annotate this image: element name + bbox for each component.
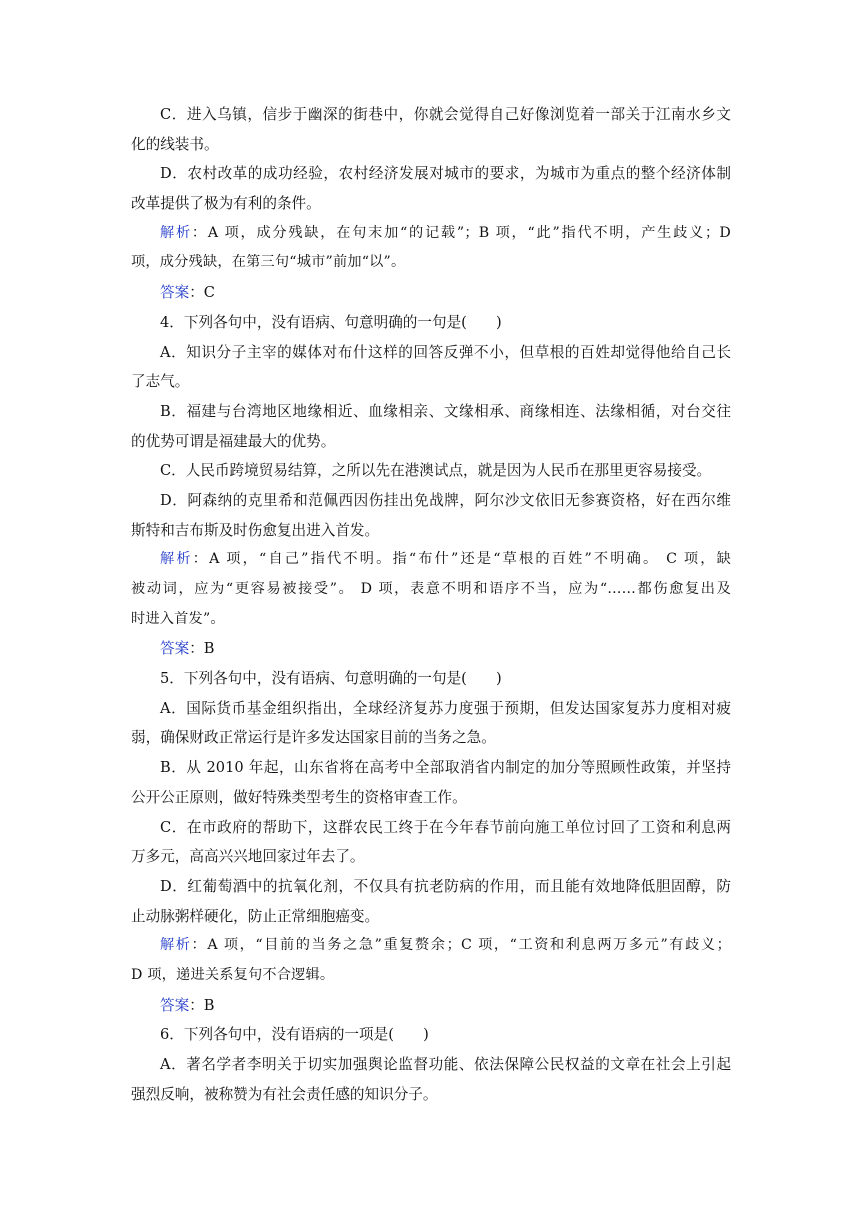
analysis-line (131, 545, 731, 575)
line-text: 公开公正原则，做好特殊类型考生的资格审查工作。 (131, 788, 467, 806)
line-text: 斯特和吉布斯及时伤愈复出进入首发。 (131, 521, 380, 539)
line-text: ：A 项，“目前的当务之急”重复赘余；C 项，“工资和利息两万多元”有歧义； (191, 937, 731, 954)
text-line (131, 605, 731, 635)
text-line (131, 813, 731, 843)
line-text: C．人民币跨境贸易结算，之所以先在港澳试点，就是因为人民币在那里更容易接受。 (160, 462, 712, 480)
text-line (131, 1080, 731, 1110)
analysis-line (131, 931, 731, 961)
line-text: C．在市政府的帮助下，这群农民工终于在今年春节前向施工单位讨回了工资和利息两 (160, 818, 731, 836)
line-text: A．知识分子主宰的媒体对布什这样的回答反弹不小，但草根的百姓却觉得他给自己长 (160, 343, 731, 361)
answer-label: 答案 (160, 996, 190, 1014)
line-text: 化的线装书。 (131, 135, 219, 153)
line-text: 被动词，应为“更容易被接受”。 D 项，表意不明和语序不当，应为“……都伤愈复出及 (131, 581, 731, 597)
text-line (131, 872, 731, 902)
text-line (131, 783, 731, 813)
line-text: 项，成分残缺，在第三句“城市”前加“以”。 (131, 254, 406, 271)
text-line (131, 427, 731, 457)
analysis-label: 解析 (160, 224, 192, 241)
document-body (131, 100, 731, 1109)
answer-line (131, 991, 731, 1021)
line-text: ：B (189, 996, 215, 1014)
text-line (131, 1050, 731, 1080)
line-text: ：A 项，“自己”指代不明。指“布什”还是“草根的百姓”不明确。 C 项，缺 (192, 551, 731, 568)
line-text: 6．下列各句中，没有语病的一项是( ) (160, 1026, 429, 1044)
text-line (131, 486, 731, 516)
text-line (131, 248, 731, 278)
text-line (131, 100, 731, 130)
line-text: C．进入乌镇，信步于幽深的街巷中，你就会觉得自己好像浏览着一部关于江南水乡文 (160, 106, 731, 123)
line-text: 时进入首发”。 (131, 610, 225, 627)
line-text: D 项，递进关系复句不合逻辑。 (131, 966, 335, 983)
line-text: 强烈反响，被称赞为有社会责任感的知识分子。 (131, 1085, 438, 1103)
text-line (131, 367, 731, 397)
line-text: 止动脉粥样硬化，防止正常细胞癌变。 (131, 907, 380, 925)
line-text: 了志气。 (131, 373, 190, 391)
line-text: 万多元，高高兴兴地回家过年去了。 (131, 848, 365, 866)
answer-label: 答案 (160, 640, 190, 658)
text-line (131, 189, 731, 219)
text-line (131, 159, 731, 189)
line-text: 4．下列各句中，没有语病、句意明确的一句是( ) (160, 313, 502, 331)
text-line (131, 902, 731, 932)
line-text: ：A 项，成分残缺，在句末加“的记载”；B 项，“此”指代不明，产生歧义；D (191, 224, 731, 241)
line-text: ：B (189, 640, 215, 658)
text-line (131, 961, 731, 991)
line-text: 改革提供了极为有利的条件。 (131, 195, 321, 213)
text-line (131, 516, 731, 546)
answer-label: 答案 (160, 284, 190, 302)
line-text: ：C (189, 284, 215, 302)
line-text: B．从 2010 年起，山东省将在高考中全部取消省内制定的加分等照顾性政策，并坚持 (160, 759, 731, 777)
line-text: B．福建与台湾地区地缘相近、血缘相亲、文缘相承、商缘相连、法缘相循，对台交往 (160, 402, 731, 420)
line-text: 的优势可谓是福建最大的优势。 (131, 432, 336, 450)
text-line (131, 664, 731, 694)
text-line (131, 575, 731, 605)
text-line (131, 842, 731, 872)
text-line (131, 753, 731, 783)
line-text: D．阿森纳的克里希和范佩西因伤挂出免战牌，阿尔沙文依旧无参赛资格，好在西尔维 (160, 491, 731, 509)
line-text: D．红葡萄酒中的抗氧化剂，不仅具有抗老防病的作用，而且能有效地降低胆固醇，防 (160, 877, 731, 895)
text-line (131, 456, 731, 486)
text-line (131, 694, 731, 724)
text-line (131, 397, 731, 427)
line-text: 5．下列各句中，没有语病、句意明确的一句是( ) (160, 670, 502, 688)
text-line (131, 130, 731, 160)
text-line (131, 308, 731, 338)
text-line (131, 723, 731, 753)
line-text: A．著名学者李明关于切实加强舆论监督功能、依法保障公民权益的文章在社会上引起 (160, 1056, 731, 1073)
text-line (131, 1020, 731, 1050)
line-text: A．国际货币基金组织指出，全球经济复苏力度强于预期，但发达国家复苏力度相对疲 (160, 699, 731, 717)
text-line (131, 338, 731, 368)
line-text: D．农村改革的成功经验，农村经济发展对城市的要求，为城市为重点的整个经济体制 (160, 165, 731, 183)
answer-line (131, 278, 731, 308)
analysis-line (131, 219, 731, 249)
analysis-label: 解析 (160, 937, 192, 954)
line-text: 弱，确保财政正常运行是许多发达国家目前的当务之急。 (131, 729, 496, 747)
answer-line (131, 634, 731, 664)
analysis-label: 解析 (160, 551, 193, 568)
